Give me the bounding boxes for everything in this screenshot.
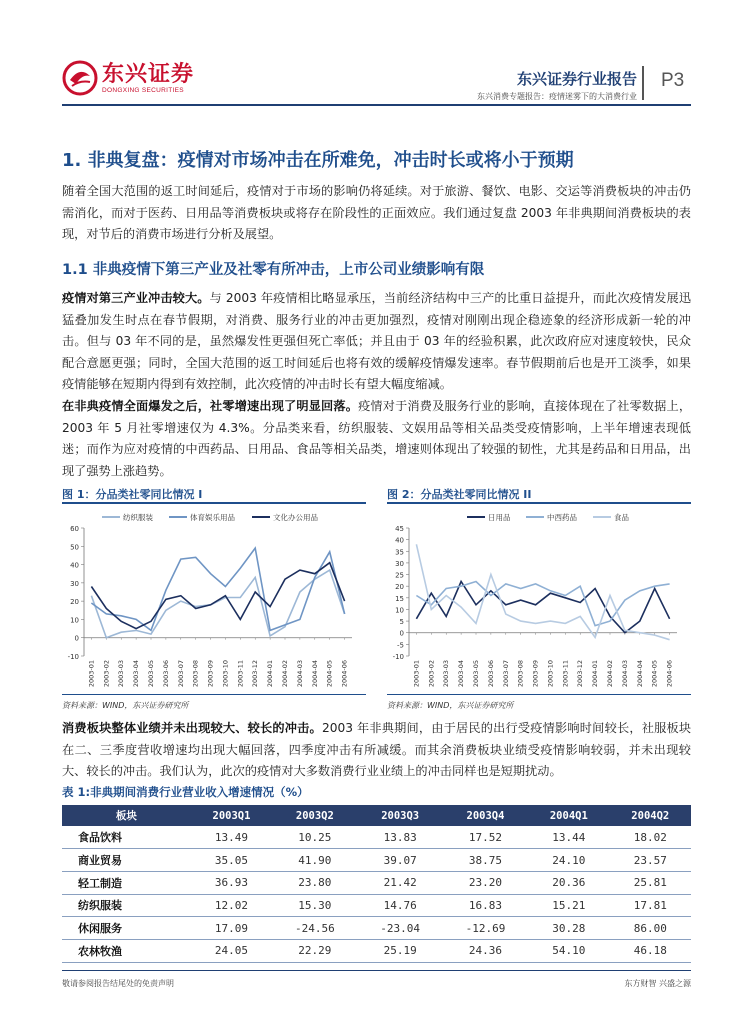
table-row [62, 826, 691, 849]
table1-title: 表 1:非典期间消费行业营业收入增速情况（%） [62, 785, 309, 799]
figure1-source: 资料来源：WIND，东兴证券研究所 [62, 701, 189, 710]
table-header-cell: 2003Q1 [191, 805, 272, 826]
figure1-rule [62, 502, 366, 504]
footer-slogan: 东方财智 兴盛之源 [624, 979, 691, 988]
report-brand: 东兴证券行业报告 [516, 70, 637, 88]
y-tick-label: 10 [70, 616, 79, 625]
y-tick-label: 15 [395, 594, 404, 603]
table-cell: 25.81 [610, 871, 691, 894]
x-tick-label: 2003-12 [251, 660, 260, 688]
table-cell: 36.93 [191, 871, 272, 894]
table-header-row [62, 805, 691, 826]
table-cell: 25.19 [358, 939, 443, 962]
y-tick-label: -10 [392, 653, 404, 661]
intro-paragraph: 随着全国大范围的返工时间延后，疫情对于市场的影响仍将延续。对于旅游、餐饮、电影、交运等消费板块的冲击仍需消化，而对于医药、日用品等消费板块或将存在阶段性的正面效应。我们通过复盘 2003 年非典期间消费板块的表现，对节后的消费市场进行分析及展望。 [62, 184, 691, 241]
x-tick-label: 2003-10 [221, 660, 230, 688]
table-cell: 18.02 [610, 826, 691, 849]
page-number: P3 [661, 70, 685, 91]
subsection-title: 1.1 非典疫情下第三产业及社零有所冲击，上市公司业绩影响有限 [62, 262, 485, 278]
x-tick-label: 2003-07 [176, 660, 185, 688]
table-header-cell: 2004Q2 [610, 805, 691, 826]
chart-category-retail-1 [62, 506, 366, 692]
table-cell: 休闲服务 [62, 917, 191, 940]
y-tick-label: 50 [70, 543, 79, 552]
company-logo [62, 60, 194, 96]
table-cell: -23.04 [358, 917, 443, 940]
paragraph-lead: 在非典疫情全面爆发之后，社零增速出现了明显回落。 [62, 399, 359, 413]
table-cell: 20.36 [528, 871, 609, 894]
x-tick-label: 2003-06 [486, 660, 495, 688]
x-tick-label: 2003-04 [457, 660, 466, 688]
x-tick-label: 2004-06 [340, 660, 349, 688]
table-cell: 16.83 [443, 894, 528, 917]
footer-rule [62, 970, 691, 971]
table-cell: 13.44 [528, 826, 609, 849]
x-tick-label: 2004-01 [591, 660, 600, 688]
x-tick-label: 2003-05 [147, 660, 155, 688]
x-tick-label: 2004-02 [606, 660, 614, 688]
table-cell: 24.05 [191, 939, 272, 962]
paragraph-body: 与 2003 年疫情相比略显承压，当前经济结构中三产的比重日益提升，而此次疫情发展迅猛叠加发生时点在春节假期，对消费、服务行业的冲击更加强烈，疫情对刚刚出现企稳迹象的经济形成新一轮的冲击。但与 03 年不同的是，虽然爆发性更强但死亡率低；并且由于 03 年的经验积累，此次政府应对速度较快，民众配合意愿更强；同时，全国大范围的返工时间延后也将有效的缓解疫情爆发速率。春节假期前后也是开工淡季，如果疫情能够在短期内得到有效控制，此次疫情的冲击时长有望大幅度缩减。 [62, 291, 692, 391]
footer-disclaimer: 敬请参阅报告结尾处的免责声明 [62, 979, 174, 988]
table-header-cell: 2003Q4 [443, 805, 528, 826]
report-subtitle: 东兴消费专题报告：疫情迷雾下的大消费行业 [477, 92, 637, 101]
section-title: 1. 非典复盘：疫情对市场冲击在所难免，冲击时长或将小于预期 [62, 150, 574, 171]
x-tick-label: 2003-08 [516, 660, 525, 688]
table-row [62, 917, 691, 940]
header-divider [642, 66, 644, 100]
series-line-2 [91, 548, 344, 630]
paragraph-retail-sales [62, 396, 691, 482]
y-tick-label: 25 [395, 571, 404, 580]
table-cell: 23.20 [443, 871, 528, 894]
table-cell: 23.80 [272, 871, 357, 894]
table-row [62, 894, 691, 917]
x-tick-label: 2004-04 [635, 660, 644, 688]
table-cell: 17.52 [443, 826, 528, 849]
table-cell: 41.90 [272, 849, 357, 872]
y-tick-label: 0 [74, 634, 79, 643]
x-tick-label: 2003-09 [531, 660, 540, 688]
y-tick-label: 35 [395, 548, 404, 557]
table-header-cell: 板块 [62, 805, 191, 826]
table-cell: 纺织服装 [62, 894, 191, 917]
figure1-bottom-rule [62, 694, 366, 695]
x-tick-label: 2004-05 [650, 660, 659, 688]
x-tick-label: 2003-10 [546, 660, 555, 688]
x-tick-label: 2004-02 [281, 660, 289, 688]
figure2-bottom-rule [387, 694, 691, 695]
table-cell: 轻工制造 [62, 871, 191, 894]
logo-mark-icon [62, 60, 98, 96]
series-line-3 [416, 544, 669, 639]
paragraph-body: 疫情对于消费及服务行业的影响，直接体现在了社零数据上，2003 年 5 月社零增速仅为 4.3%。分品类来看，纺织服装、文娱用品等相关品类受疫情影响，上半年增速表现低迷；而作为应对疫情的中西药品、日用品、食品等相关品类，增速则体现出了较强的韧性，尤其是药品和日用品，出现了强势上涨趋势。 [62, 399, 692, 478]
y-tick-label: 30 [395, 559, 404, 568]
x-tick-label: 2003-03 [117, 660, 126, 688]
series-line-2 [416, 582, 669, 626]
y-tick-label: 20 [70, 598, 79, 607]
y-tick-label: 40 [70, 561, 79, 570]
y-tick-label: 10 [395, 606, 404, 615]
x-tick-label: 2004-05 [325, 660, 334, 688]
table-cell: 46.18 [610, 939, 691, 962]
x-tick-label: 2003-02 [102, 660, 111, 688]
table-cell: 17.09 [191, 917, 272, 940]
table-cell: -12.69 [443, 917, 528, 940]
paragraph-lead: 疫情对第三产业冲击较大。 [62, 291, 210, 305]
y-tick-label: 0 [399, 629, 404, 638]
legend-label: 中西药品 [547, 513, 577, 522]
header-rule [62, 104, 691, 106]
table-header-cell: 2003Q3 [358, 805, 443, 826]
table-cell: 30.28 [528, 917, 609, 940]
x-tick-label: 2004-06 [665, 660, 674, 688]
table-cell: 23.57 [610, 849, 691, 872]
table-cell: 15.21 [528, 894, 609, 917]
table-cell: 食品饮料 [62, 826, 191, 849]
figure2-rule [387, 502, 691, 504]
table-cell: 24.36 [443, 939, 528, 962]
paragraph-consumer-sector [62, 718, 691, 783]
chart-category-retail-2 [387, 506, 691, 692]
logo-text-cn: 东兴证券 [102, 61, 195, 87]
table-cell: 15.30 [272, 894, 357, 917]
revenue-growth-table [62, 805, 691, 963]
y-tick-label: 60 [70, 525, 79, 533]
logo-text-en: DONGXING SECURITIES [102, 86, 184, 94]
table-cell: 商业贸易 [62, 849, 191, 872]
x-tick-label: 2004-04 [310, 660, 319, 688]
y-tick-label: -10 [67, 653, 79, 661]
table-cell: 22.29 [272, 939, 357, 962]
table-header-cell: 2004Q1 [528, 805, 609, 826]
table-cell: 13.83 [358, 826, 443, 849]
x-tick-label: 2003-01 [87, 660, 96, 688]
x-tick-label: 2004-01 [266, 660, 275, 688]
figure2-source: 资料来源：WIND，东兴证券研究所 [387, 701, 514, 710]
series-line-1 [416, 582, 669, 633]
table-cell: 10.25 [272, 826, 357, 849]
paragraph-lead: 消费板块整体业绩并未出现较大、较长的冲击。 [62, 721, 322, 735]
paragraph-third-industry [62, 288, 691, 396]
y-tick-label: 20 [395, 583, 404, 592]
table-cell: 54.10 [528, 939, 609, 962]
table-cell: 24.10 [528, 849, 609, 872]
paragraph-body: 2003 年非典期间，由于居民的出行受疫情影响时间较长，社服板块在二、三季度营收增速均出现大幅回落，四季度冲击有所减缓。而其余消费板块业绩受疫情影响较弱，并未出现较大、较长的冲击。我们认为，此次的疫情对大多数消费行业业绩上的冲击同样也是短期扰动。 [62, 721, 692, 778]
x-tick-label: 2003-09 [206, 660, 215, 688]
y-tick-label: 45 [395, 525, 404, 533]
x-tick-label: 2003-02 [427, 660, 436, 688]
x-tick-label: 2003-12 [576, 660, 585, 688]
legend-label: 日用品 [488, 513, 511, 522]
x-tick-label: 2003-04 [132, 660, 141, 688]
table-cell: 39.07 [358, 849, 443, 872]
table-row [62, 939, 691, 962]
x-tick-label: 2003-08 [191, 660, 200, 688]
table-cell: 38.75 [443, 849, 528, 872]
x-tick-label: 2004-03 [295, 660, 304, 688]
table-row [62, 871, 691, 894]
y-tick-label: 30 [70, 579, 79, 588]
x-tick-label: 2003-01 [412, 660, 421, 688]
table-cell: 17.81 [610, 894, 691, 917]
table-cell: 86.00 [610, 917, 691, 940]
x-tick-label: 2003-05 [472, 660, 480, 688]
table-cell: 12.02 [191, 894, 272, 917]
table-cell: 35.05 [191, 849, 272, 872]
table-row [62, 849, 691, 872]
table-cell: 农林牧渔 [62, 939, 191, 962]
table-header-cell: 2003Q2 [272, 805, 357, 826]
legend-label: 纺织服装 [123, 513, 153, 522]
table-cell: 21.42 [358, 871, 443, 894]
x-tick-label: 2003-06 [161, 660, 170, 688]
figure2-title: 图 2：分品类社零同比情况 II [387, 488, 532, 501]
y-tick-label: 40 [395, 536, 404, 545]
legend-label: 文化办公用品 [273, 513, 318, 522]
x-tick-label: 2003-11 [236, 660, 245, 688]
table-cell: 14.76 [358, 894, 443, 917]
figure1-title: 图 1：分品类社零同比情况 I [62, 488, 203, 501]
legend-label: 食品 [614, 513, 629, 522]
x-tick-label: 2003-11 [561, 660, 570, 688]
table-cell: -24.56 [272, 917, 357, 940]
x-tick-label: 2004-03 [620, 660, 629, 688]
table-cell: 13.49 [191, 826, 272, 849]
y-tick-label: -5 [397, 641, 404, 650]
x-tick-label: 2003-07 [501, 660, 510, 688]
series-line-3 [91, 563, 344, 629]
y-tick-label: 5 [399, 618, 404, 627]
legend-label: 体育娱乐用品 [190, 513, 235, 522]
x-tick-label: 2003-03 [442, 660, 451, 688]
